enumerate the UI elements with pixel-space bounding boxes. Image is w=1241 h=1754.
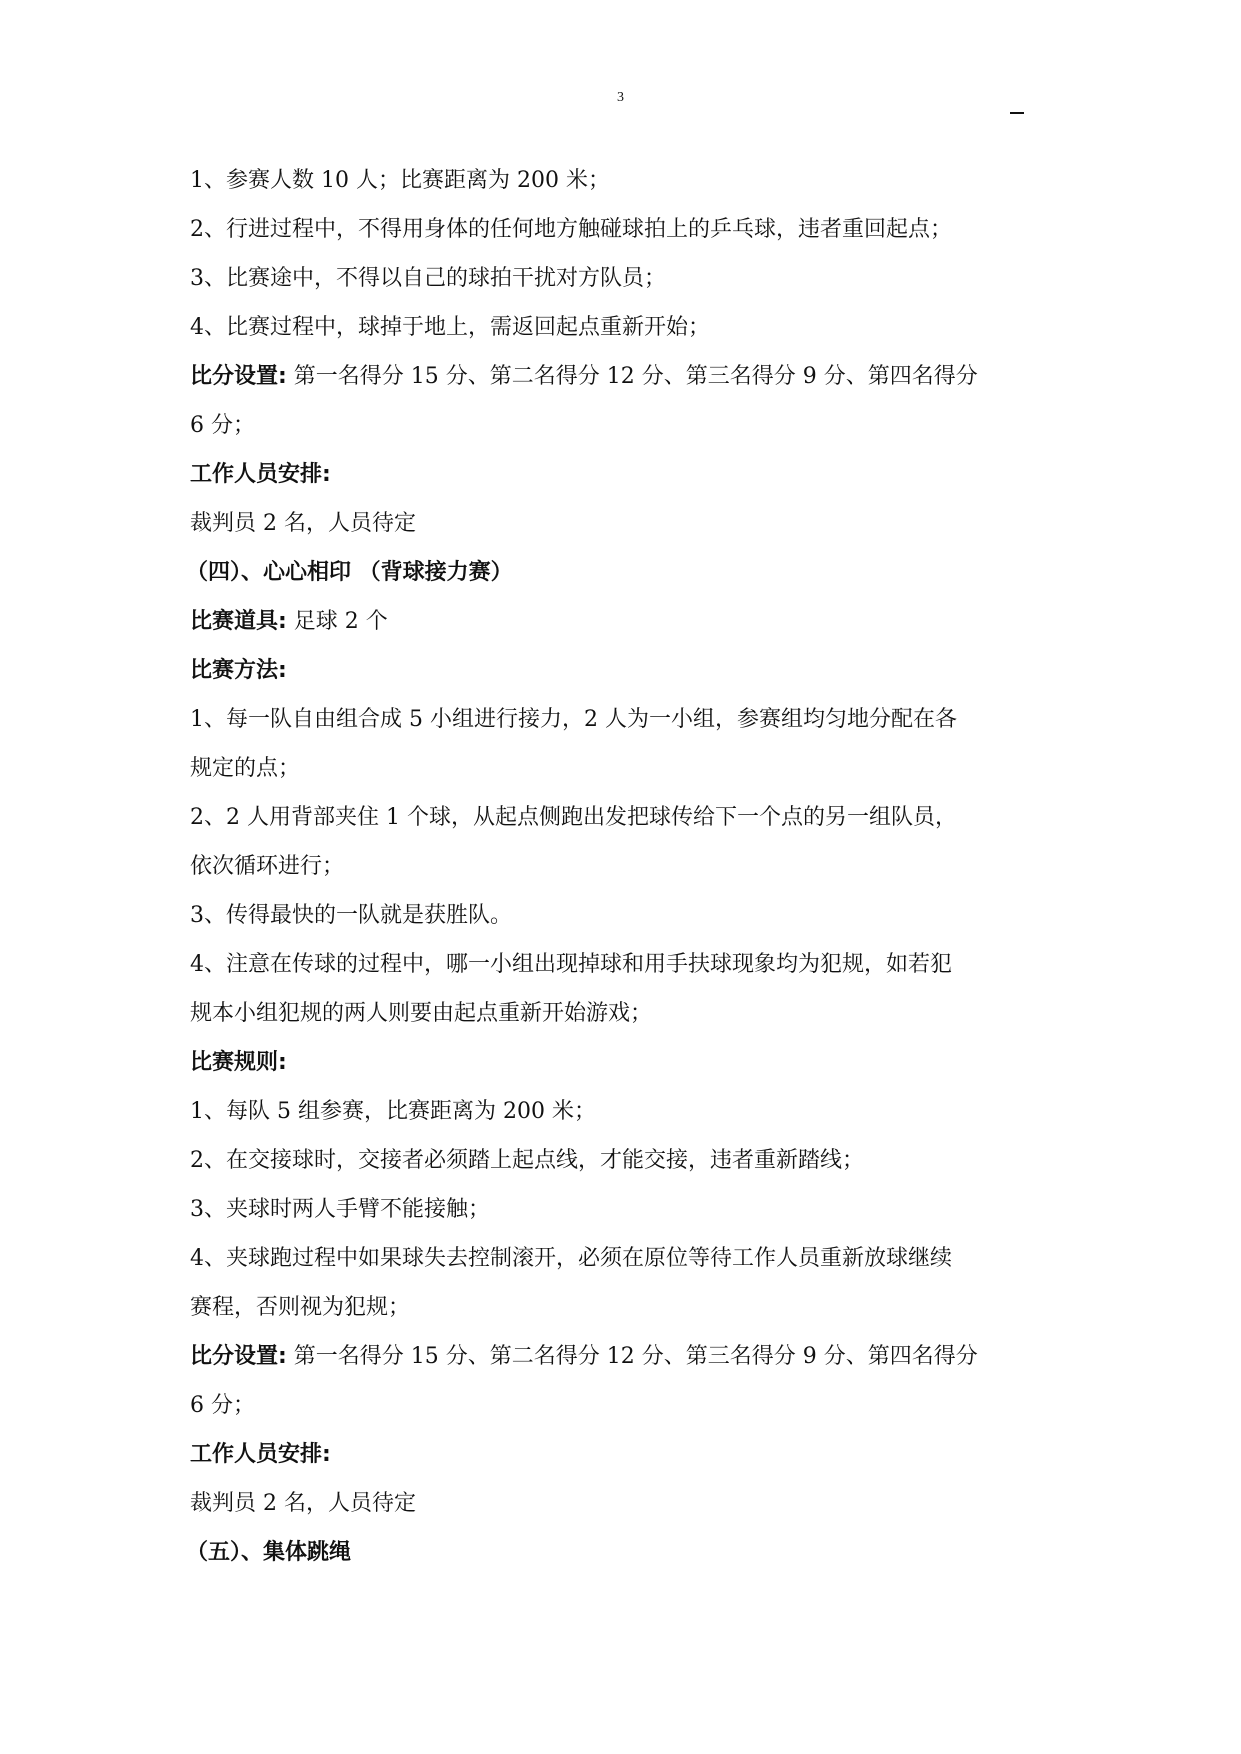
staff-label-line: 工作人员安排:: [190, 462, 331, 487]
rule-line: 2、在交接球时，交接者必须踏上起点线，才能交接，违者重新踏线；: [190, 1148, 864, 1173]
rule-line: 1、每队 5 组参赛，比赛距离为 200 米；: [190, 1099, 596, 1124]
scoring-label: 比分设置:: [190, 364, 287, 389]
method-line: 3、传得最快的一队就是获胜队。: [190, 903, 512, 928]
page-number: 3: [617, 90, 624, 105]
scoring-line-cont: 6 分；: [190, 1393, 255, 1418]
rule-line: 1、参赛人数 10 人；比赛距离为 200 米；: [190, 168, 610, 193]
staff-line: 裁判员 2 名，人员待定: [190, 511, 416, 536]
rule-line: 3、比赛途中，不得以自己的球拍干扰对方队员；: [190, 266, 666, 291]
rule-line: 3、夹球时两人手臂不能接触；: [190, 1197, 490, 1222]
method-line: 依次循环进行；: [190, 854, 345, 879]
method-line: 规定的点；: [190, 756, 301, 781]
scoring-label: 比分设置:: [190, 1344, 287, 1369]
section-heading: （五）、集体跳绳: [186, 1540, 352, 1565]
method-label-line: 比赛方法:: [190, 658, 287, 683]
rule-line: 4、比赛过程中，球掉于地上，需返回起点重新开始；: [190, 315, 710, 340]
section-heading: （四）、心心相印 （背球接力赛）: [186, 560, 513, 585]
method-line: 1、每一队自由组合成 5 小组进行接力，2 人为一小组，参赛组均匀地分配在各: [190, 707, 957, 732]
method-line: 规本小组犯规的两人则要由起点重新开始游戏；: [190, 1001, 653, 1026]
document-body: [186, 156, 1062, 1577]
rule-line: 赛程，否则视为犯规；: [190, 1295, 411, 1320]
scoring-line: 比分设置: 第一名得分 15 分、第二名得分 12 分、第三名得分 9 分、第四名得分: [190, 364, 978, 389]
method-line: 2、2 人用背部夹住 1 个球，从起点侧跑出发把球传给下一个点的另一组队员，: [190, 805, 957, 830]
scoring-line-cont: 6 分；: [190, 413, 255, 438]
staff-label-line: 工作人员安排:: [190, 1442, 331, 1467]
equipment-label: 比赛道具:: [190, 609, 287, 634]
rule-line: 2、行进过程中，不得用身体的任何地方触碰球拍上的乒乓球，违者重回起点；: [190, 217, 952, 242]
header-mark: [1010, 112, 1024, 114]
rule-line: 4、夹球跑过程中如果球失去控制滚开，必须在原位等待工作人员重新放球继续: [190, 1246, 952, 1271]
method-line: 4、注意在传球的过程中，哪一小组出现掉球和用手扶球现象均为犯规，如若犯: [190, 952, 952, 977]
scoring-line: 比分设置: 第一名得分 15 分、第二名得分 12 分、第三名得分 9 分、第四名得分: [190, 1344, 978, 1369]
rules-label-line: 比赛规则:: [190, 1050, 287, 1075]
staff-line: 裁判员 2 名，人员待定: [190, 1491, 416, 1516]
equipment-line: 比赛道具: 足球 2 个: [190, 609, 388, 634]
